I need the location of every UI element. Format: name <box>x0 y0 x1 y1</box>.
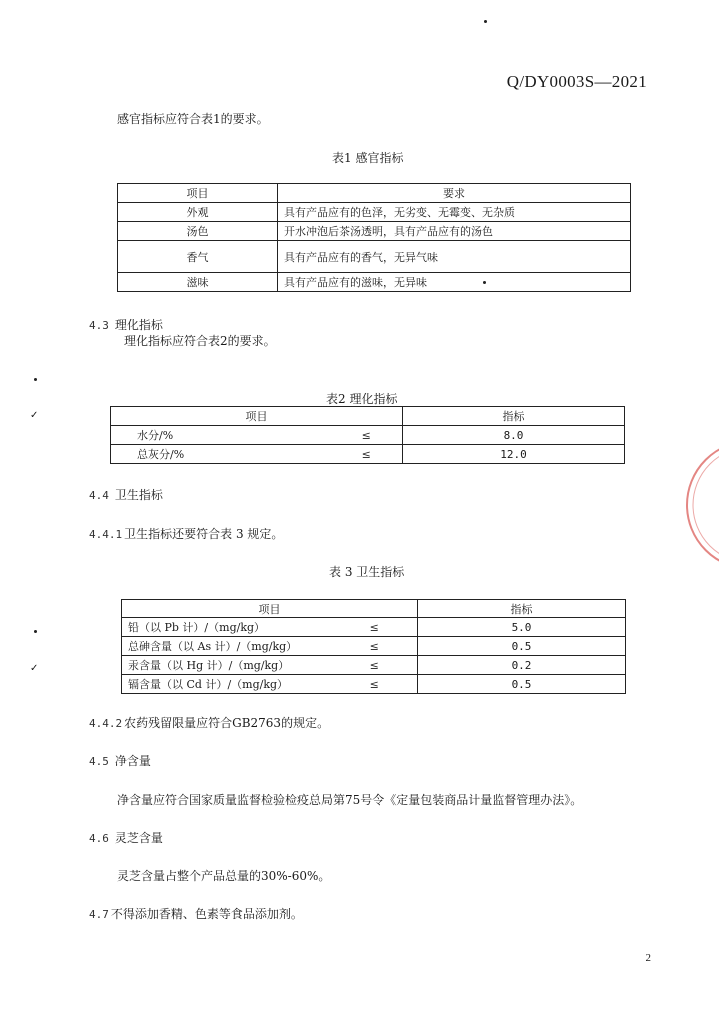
table3-cell-item: 镉含量（以 Cd 计）/（mg/kg） <box>122 675 332 694</box>
table2-cell-item: 总灰分/% <box>111 445 331 464</box>
table-row <box>118 241 631 273</box>
table2-caption: 表2 理化指标 <box>326 392 398 406</box>
section-title: 灵芝含量 <box>114 831 163 845</box>
table1-header-requirement: 要求 <box>278 184 631 203</box>
section-number: 4.4.1 <box>89 528 123 541</box>
section-number: 4.7 <box>89 908 109 921</box>
section-number: 4.6 <box>89 832 109 845</box>
section-4-5-heading <box>89 753 151 770</box>
table3 <box>121 599 626 694</box>
table1-cell-item: 汤色 <box>118 222 278 241</box>
scan-speck <box>484 20 487 23</box>
table-row <box>122 637 626 656</box>
table3-cell-operator: ≤ <box>332 618 418 637</box>
section-4-3-heading <box>89 317 163 334</box>
table1-cell-item: 外观 <box>118 203 278 222</box>
table1-cell-item: 滋味 <box>118 273 278 292</box>
table3-header-row <box>122 600 626 618</box>
section-number: 4.4 <box>89 489 109 502</box>
table-row <box>122 618 626 637</box>
table2-header-row <box>111 407 625 426</box>
table3-cell-item: 汞含量（以 Hg 计）/（mg/kg） <box>122 656 332 675</box>
table2-cell-operator: ≤ <box>331 426 403 445</box>
table-row <box>118 273 631 292</box>
seal-stamp-icon <box>679 430 719 580</box>
table2-cell-item: 水分/% <box>111 426 331 445</box>
table2-header-item: 项目 <box>111 407 403 426</box>
table3-cell-value: 0.5 <box>418 675 626 694</box>
section-4-7 <box>89 906 303 923</box>
section-text: 卫生指标还要符合表 3 规定。 <box>124 527 284 541</box>
table3-cell-operator: ≤ <box>332 675 418 694</box>
table3-header-value: 指标 <box>418 600 626 618</box>
table1-cell-requirement: 具有产品应有的色泽，无劣变、无霉变、无杂质 <box>278 203 631 222</box>
table3-cell-operator: ≤ <box>332 637 418 656</box>
table-row <box>118 203 631 222</box>
intro-text: 感官指标应符合表1的要求。 <box>117 112 269 126</box>
table3-cell-value: 0.5 <box>418 637 626 656</box>
section-text: 不得添加香精、色素等食品添加剂。 <box>110 907 303 921</box>
table2-cell-value: 8.0 <box>403 426 625 445</box>
check-mark-icon: ✓ <box>30 663 39 674</box>
table1 <box>117 183 631 292</box>
scan-speck <box>34 630 37 633</box>
table1-cell-requirement: 开水冲泡后茶汤透明，具有产品应有的汤色 <box>278 222 631 241</box>
table1-cell-item: 香气 <box>118 241 278 273</box>
table2-header-value: 指标 <box>403 407 625 426</box>
table2-cell-value: 12.0 <box>403 445 625 464</box>
section-4-4-1 <box>89 526 283 543</box>
table1-header-item: 项目 <box>118 184 278 203</box>
section-number: 4.3 <box>89 319 109 332</box>
section-4-4-2 <box>89 715 329 732</box>
section-text: 农药残留限量应符合GB2763的规定。 <box>124 716 330 730</box>
section-number: 4.4.2 <box>89 717 123 730</box>
table1-cell-requirement: 具有产品应有的香气，无异气味 <box>278 241 631 273</box>
page-number: 2 <box>645 952 651 964</box>
table-row <box>111 445 625 464</box>
section-title: 净含量 <box>114 754 151 768</box>
table3-cell-operator: ≤ <box>332 656 418 675</box>
table3-cell-item: 铅（以 Pb 计）/（mg/kg） <box>122 618 332 637</box>
standard-code: Q/DY0003S—2021 <box>506 72 647 91</box>
section-4-4-heading <box>89 487 163 504</box>
section-title: 卫生指标 <box>114 488 163 502</box>
section-number: 4.5 <box>89 755 109 768</box>
table1-cell-requirement: 具有产品应有的滋味，无异味 <box>278 273 631 292</box>
section-4-5-text: 净含量应符合国家质量监督检验检疫总局第75号令《定量包装商品计量监督管理办法》。 <box>117 793 583 807</box>
table2 <box>110 406 625 464</box>
table-row <box>122 656 626 675</box>
section-title: 理化指标 <box>114 318 163 332</box>
table1-header-row <box>118 184 631 203</box>
check-mark-icon: ✓ <box>30 410 39 421</box>
table-row <box>111 426 625 445</box>
table1-caption: 表1 感官指标 <box>332 151 404 165</box>
table3-cell-value: 5.0 <box>418 618 626 637</box>
table3-header-item: 项目 <box>122 600 418 618</box>
section-4-6-text: 灵芝含量占整个产品总量的30%-60%。 <box>117 869 331 883</box>
table2-cell-operator: ≤ <box>331 445 403 464</box>
table3-caption: 表 3 卫生指标 <box>329 565 405 579</box>
table-row <box>122 675 626 694</box>
section-4-3-text: 理化指标应符合表2的要求。 <box>124 334 276 348</box>
section-4-6-heading <box>89 830 163 847</box>
scan-speck <box>483 281 486 284</box>
scan-speck <box>34 378 37 381</box>
table3-cell-value: 0.2 <box>418 656 626 675</box>
table-row <box>118 222 631 241</box>
table3-cell-item: 总砷含量（以 As 计）/（mg/kg） <box>122 637 332 656</box>
